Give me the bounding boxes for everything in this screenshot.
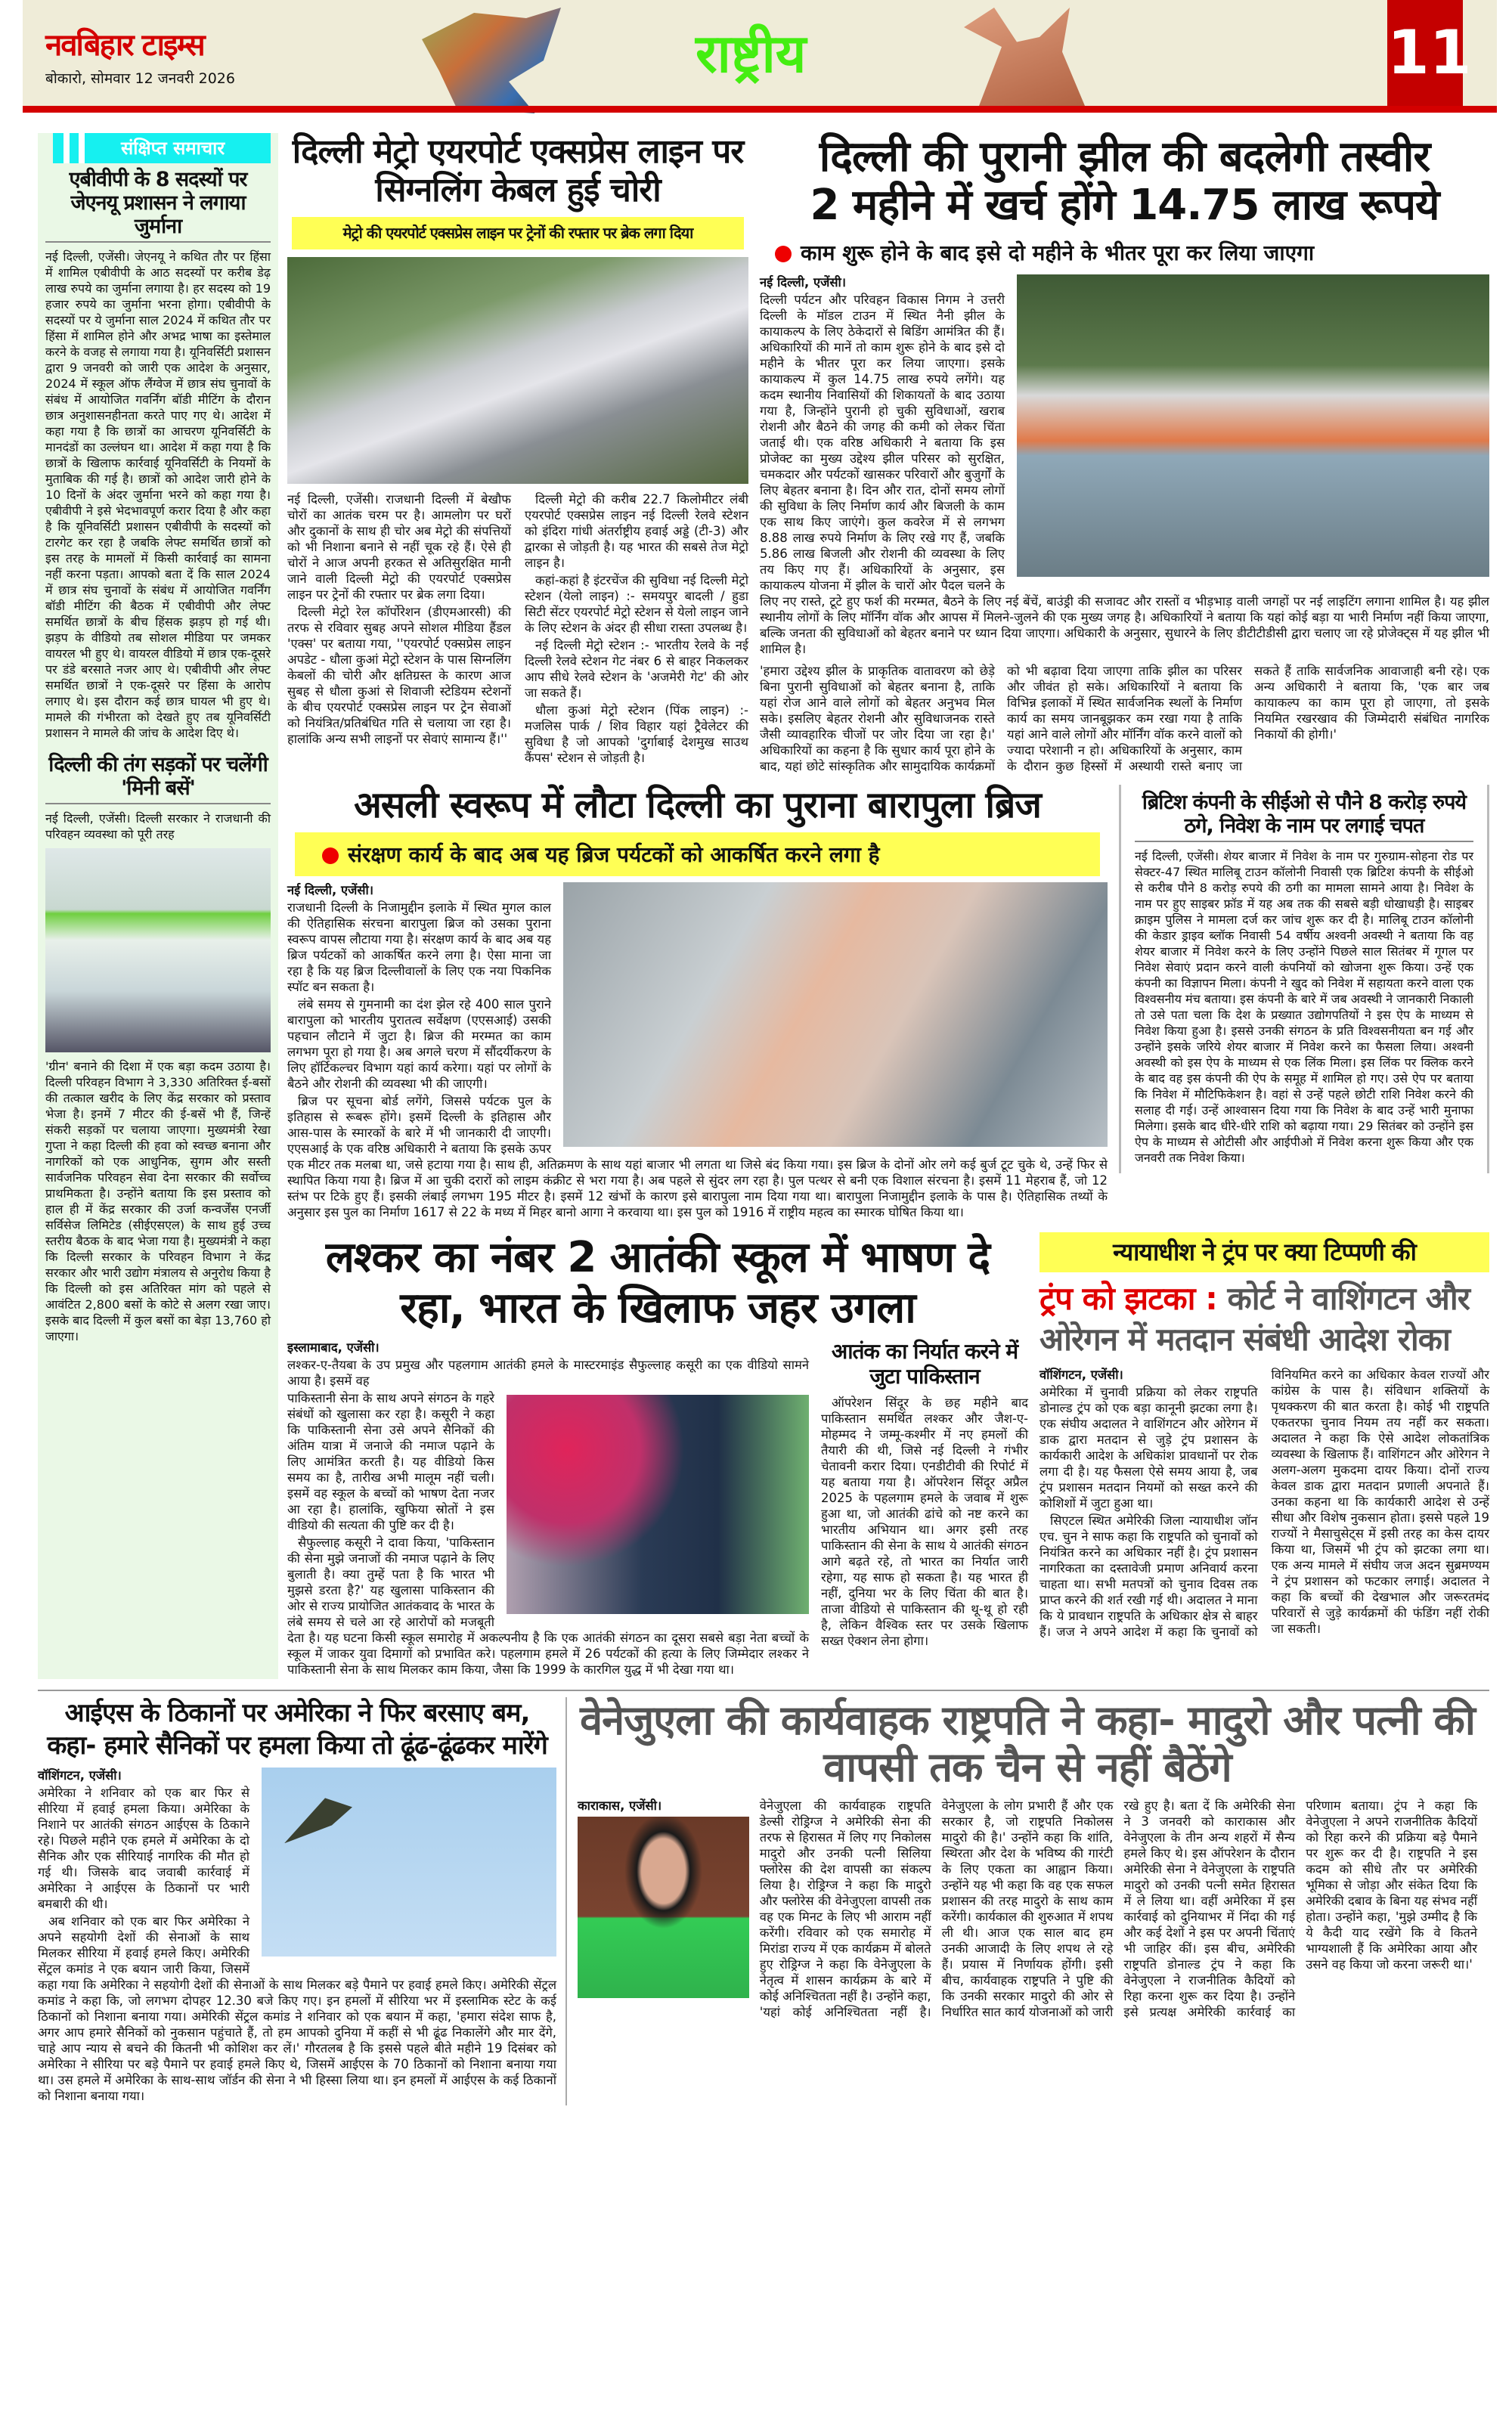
jnu-headline: एबीवीपी के 8 सदस्यों पर जेएनयू प्रशासन ने लगाया जुर्माना (45, 168, 271, 243)
metro-paragraph: धौला कुआं मेट्रो स्टेशन (पिंक लाइन) :- मजलिस पार्क / शिव विहार यहां ट्रैवेलेटर की सुविधा है जो आपको 'दुर्गाबाई देशमुख साउथ कैंपस' स्टेशन से जोड़ती है। (525, 703, 748, 766)
metro-body (287, 491, 748, 766)
header-divider (23, 106, 1497, 113)
saifullah-kasuri-photo (507, 1395, 809, 1614)
isis-paragraph: अमेरिका ने शनिवार को एक बार फिर से सीरिया में हवाई हमला किया। अमेरिका के निशाने पर आतंकी संगठन आईएस के ठिकाने रहे। पिछले महीने एक हमले में अमेरिका के दो सैनिक और एक सीरियाई नागरिक की मौत हो गई थी। जिसके बाद जवाबी कार्रवाई में अमेरिका ने आईएस के ठिकानों पर भारी बमबारी की थी। (38, 1786, 249, 1912)
bullet-icon (775, 246, 792, 262)
lashkar-paragraph: ऑपरेशन सिंदूर के छह महीने बाद पाकिस्तान समर्थित लश्कर और जैश-ए-मोहम्मद ने जम्मू-कश्मीर में नए हमलों की तैयारी की थी, जिसे नई दिल्ली ने गंभीर चेतावनी करार दिया। एनडीटीवी की रिपोर्ट में यह बताया गया है। ऑपरेशन सिंदूर अप्रैल 2025 के पहलगाम हमले के जवाब में शुरू हुआ था, जो आतंकी ढांचे को नष्ट करने का भारतीय अभियान था। अगर इसी तरह पाकिस्तान की सेना के साथ ये आतंकी संगठन आगे बढ़ते रहे, तो भारत का निर्यात जारी रहेगा, यह साफ हो सकता है। यह भारत ही नहीं, दुनिया भर के लिए चिंता की बात है। ताजा वीडियो से पाकिस्तान की थू-थू हो रही है, लेकिन वैश्विक स्तर पर उसके खिलाफ सख्त ऐक्शन लेना होगा। (821, 1395, 1028, 1648)
venezuela-dateline: काराकास, एजेंसी। (578, 1798, 662, 1813)
trump-story (1040, 1232, 1489, 1640)
lake-body-continued (760, 663, 1489, 774)
barapula-dateline: नई दिल्ली, एजेंसी। (287, 882, 374, 897)
buses-body (45, 1058, 271, 1344)
metro-train-photo (287, 257, 748, 484)
isis-dateline: वॉशिंगटन, एजेंसी। (38, 1768, 122, 1783)
main-area (0, 113, 1512, 1679)
bottom-stories-row (38, 1690, 1489, 2105)
ceo-body (1135, 848, 1473, 1166)
ceo-paragraph: नई दिल्ली, एजेंसी। शेयर बाजार में निवेश के नाम पर गुरुग्राम-सोहना रोड पर सेक्टर-47 स्थित मालिबू टाउन कॉलोनी निवासी एक ब्रिटिश कंपनी के सीईओ से करीब पौने 8 करोड़ रुपये की ठगी का मामला सामने आया है। निवेश के नाम पर हुए साइबर फ्रॉड में यह अब तक की सबसे बड़ी धोखाधड़ी है। साइबर क्राइम पुलिस ने मामला दर्ज कर जांच शुरू कर दी है। मालिबू टाउन कॉलोनी की केडार ड्राइव ब्लॉक निवासी 54 वर्षीय अश्वनी अवस्थी ने बताया कि वह शेयर बाजार में निवेश करने के लिए उन्होंने पिछले साल सितंबर में गूगल पर निवेश सेवाएं प्रदान करने वाली कंपनियों को खोजना शुरू किया। उन्हें एक कंपनी का विज्ञापन मिला। कंपनी ने खुद को निवेश में सहायता करने वाला एक विश्वसनीय मंच बताया। इस कंपनी के बारे में जब अवस्थी ने जानकारी निकाली तो उसे पता चला कि देश के प्रख्यात उद्योगपतियों ने इस ऐप के माध्यम से निवेश किया हुआ है। इससे उनकी संगठन के प्रति विश्वसनीयता बन गई और उन्होंने इसके जरिये शेयर बाजार में निवेश करने का फैसला लिया। अश्वनी अवस्थी को इस ऐप के माध्यम से एक लिंक मिला। इस लिंक पर क्लिक करने के बाद वह इस कंपनी की ऐप के समूह में शामिल हो गए। उसे ऐप पर बताया कि निवेश में मौटिफिकेशन है। वहां से उन्हें पहले छोटी राशि निवेश करने की सलाह दी गई। उन्हें आश्वासन दिया गया कि निवेश के बाद उन्हें भारी मुनाफा मिलेगा। इसके बाद धीरे-धीरे राशि को बढ़ाया गया। 29 सितंबर को उन्होंने इस ऐप के माध्यम से ओटीसी और आईपीओ में निवेश करना शुरू किया और एक जनवरी तक निवेश किया। (1135, 848, 1473, 1165)
venezuela-body (578, 1798, 1477, 2020)
trump-paragraph: सिएटल स्थित अमेरिकी जिला न्यायाधीश जॉन एच. चुन ने साफ कहा कि राष्ट्रपति को चुनावों को नियंत्रित करने का अधिकार नहीं है। ट्रंप प्रशासन नागरिकता का दस्तावेजी प्रमाण अनिवार्य करना चाहता था। सभी मतपत्रों को चुनाव दिवस तक प्राप्त करने की शर्त रखी गई थी। अदालत ने माना कि ये प्रावधान राष्ट्रपति के अधिकार क्षेत्र से बाहर हैं। जज ने अपने आदेश में कहा कि चुनावों को विनियमित करने का अधिकार केवल राज्यों और कांग्रेस के पास है। संविधान शक्तियों के पृथक्करण की बात करता है। कोई भी राष्ट्रपति एकतरफा चुनाव नियम तय नहीं कर सकता। अदालत ने कहा कि ऐसे आदेश लोकतांत्रिक व्यवस्था के खिलाफ हैं। वाशिंगटन और ओरेगन ने अलग-अलग मुकदमा दायर किया। दोनों राज्य केवल डाक द्वारा मतदान प्रणाली अपनाते हैं। उनका कहना था कि कार्यकारी आदेश से उन्हें सीधा और विशेष नुकसान होता। इससे पहले 19 राज्यों ने मैसाचुसेट्स में इसी तरह का केस दायर किया था, जिसमें भी ट्रंप को झटका लगा था। एक अन्य मामले में संघीय जज अदन सुब्रमण्यम ने ट्रंप प्रशासन को फटकार लगाई। अदालत ने कहा कि बच्चों की देखभाल और जरूरतमंद परिवारों से जुड़े कार्यक्रमों की फंडिंग नहीं रोकी जा सकती। (1040, 1367, 1489, 1639)
top-stories-row (287, 133, 1489, 774)
lake-paragraph: दिल्ली पर्यटन और परिवहन विकास निगम ने उत्तरी दिल्ली के मॉडल टाउन में स्थित नैनी झील के कायाकल्प के लिए ठेकेदारों से बिडिंग आमंत्रित की हैं। अधिकारियों की मानें तो काम शुरू होने के बाद इसे दो महीने के भीतर पूरा कर लिया जाएगा। इसके कायाकल्प में कुल 14.75 लाख रुपये लगेंगे। यह कदम स्थानीय निवासियों की शिकायतों के बाद उठाया गया है, जिन्होंने पुरानी हो चुकी सुविधाओं, खराब रोशनी और बैठने की जगह की कमी को लेकर चिंता जताई थी। एक वरिष्ठ अधिकारी ने बताया कि इस प्रोजेक्ट का मुख्य उद्देश्य झील परिसर को सुरक्षित, चमकदार और पर्यटकों खासकर परिवारों और बुजुर्गों के लिए बेहतर बनाना है। दिन और रात, दोनों समय लोगों की सुविधा के लिए निर्माण कार्य और बिजली के काम एक साथ किए जाएंगे। कुल कवरेज में से लगभग 8.88 लाख रुपये निर्माण के लिए रखे गए हैं, जबकि 5.86 लाख बिजली और रोशनी की व्यवस्था के लिए तय किए गए हैं। अधिकारियों के अनुसार, इस कायाकल्प योजना में झील के चारों ओर पैदल चलने के लिए नए रास्ते, टूटे हुए फर्श की मरम्मत, बैठने के लिए नई बेंचें, बाउंड्री की सजावट और रास्तों व भीड़भाड़ वाली जगहों पर नई लाइटिंग लगाना शामिल है। यह झील स्थानीय लोगों के लिए मॉर्निंग वॉक और आपस में मिलने-जुलने की एक मुख्य जगह है। अधिकारियों ने बताया कि यहां कोई बड़ा या भारी निर्माण नहीं किया जाएगा, बल्कि जनता की सुविधाओं को बेहतर बनाने पर ध्यान दिया जाएगा। अधिकारी के अनुसार, सुधारने के लिए डीटीटीडीसी द्वारा चलाए जा रहे प्रोजेक्ट्स में यह झील भी शामिल है। (760, 292, 1489, 656)
lashkar-paragraph: सैफुल्लाह कसूरी ने दावा किया, 'पाकिस्तान की सेना मुझे जनाजों की नमाज पढ़ाने के लिए बुलाती है। क्या तुम्हें पता है कि भारत भी मुझसे डरता है?' यह खुलासा पाकिस्तान की ओर से राज्य प्रायोजित आतंकवाद के भारत के लंबे समय से चले आ रहे आरोपों को मजबूती देता है। यह घटना किसी स्कूल समारोह में अकल्पनीय है कि एक आतंकी संगठन का दूसरा सबसे बड़ा नेता बच्चों के स्कूल में जाकर युवा दिमागों को प्रभावित करे। पहलगाम हमले में 26 पर्यटकों की हत्या के लिए जिम्मेदार लश्कर ने पाकिस्तानी सेना के साथ मिलकर काम किया, जैसा कि 1999 के कारगिल युद्ध में भी देखा गया था। (287, 1535, 809, 1678)
venezuela-headline: वेनेजुएला की कार्यवाहक राष्ट्रपति ने कहा- मादुरो और पत्नी की वापसी तक चैन से नहीं बैठेंगे (580, 1696, 1475, 1792)
lake-quote-paragraph: 'हमारा उद्देश्य झील के प्राकृतिक वातावरण को छेड़े बिना पुरानी सुविधाओं को बेहतर बनाना है, ताकि यहां रोज आने वाले लोगों को बेहतर अनुभव मिल सके। इसलिए बेहतर रोशनी और सुविधाजनक रास्ते जैसी व्यावहारिक चीजों पर जोर दिया जा रहा है।' अधिकारियों का कहना है कि सुधार कार्य पूरा होने के बाद, यहां छोटे सांस्कृतिक और सामुदायिक कार्यक्रमों को भी बढ़ावा दिया जाएगा ताकि झील का परिसर और जीवंत हो सके। अधिकारियों ने बताया कि विभिन्न इलाकों में स्थित सार्वजनिक स्थलों के निर्माण कार्य का समय जानबूझकर कम रखा गया है ताकि यहां आने वाले लोगों और मॉर्निंग वॉक करने वालों को ज्यादा परेशानी न हो। अधिकारियों के अनुसार, काम के दौरान कुछ हिस्सों में अस्थायी रास्ते बनाए जा सकते हैं ताकि सार्वजनिक आवाजाही बनी रहे। एक अन्य अधिकारी ने बताया कि, 'एक बार जब कायाकल्प का काम पूरा हो जाएगा, तो इसके नियमित रखरखाव की जिम्मेदारी संबंधित नागरिक निकायों की होगी।' (760, 663, 1489, 773)
lashkar-body (287, 1340, 809, 1679)
bullet-icon (322, 847, 339, 864)
lashkar-body-2 (821, 1395, 1028, 1649)
barapula-headline: असली स्वरूप में लौटा दिल्ली का पुराना बारापुला ब्रिज (354, 783, 1041, 826)
barapula-body (287, 882, 1108, 1222)
ceo-box (1119, 785, 1489, 1173)
middle-stories-row (287, 785, 1489, 1222)
metro-subhead: मेट्रो की एयरपोर्ट एक्सप्रेस लाइन पर ट्रेनों की रफ्तार पर ब्रेक लगा दिया (292, 217, 744, 249)
buses-lead: नई दिल्ली, एजेंसी। दिल्ली सरकार ने राजधानी की परिवहन व्यवस्था को पूरी तरह (45, 811, 271, 842)
isis-story (38, 1697, 567, 2105)
main-stories (287, 133, 1489, 1679)
briefs-label-text: संक्षिप्त समाचार (121, 138, 225, 159)
lashkar-headline: लश्कर का नंबर 2 आतंकी स्कूल में भाषण दे रहा, भारत के खिलाफ जहर उगला (325, 1232, 990, 1334)
section-title: राष्ट्रीय (696, 23, 807, 85)
lake-headline-line-2: 2 महीने में खर्च होंगे 14.75 लाख रूपये (810, 181, 1439, 231)
lake-headline-line-1: दिल्ली की पुरानी झील की बदलेगी तस्वीर (819, 132, 1430, 181)
barapula-subhead-text: संरक्षण कार्य के बाद अब यह ब्रिज पर्यटकों को आकर्षित करने लगा है (348, 841, 880, 867)
lower-stories-row (287, 1232, 1489, 1679)
venezuela-story (578, 1697, 1477, 2105)
trump-headline-text: कोर्ट ने वाशिंगटन और ओरेगन में मतदान संबंधी आदेश रोका (1040, 1279, 1470, 1359)
jnu-body (45, 249, 271, 741)
isis-body (38, 1768, 556, 2105)
metro-paragraph: दिल्ली मेट्रो की करीब 22.7 किलोमीटर लंबी एयरपोर्ट एक्सप्रेस लाइन नई दिल्ली रेलवे स्टेशन को इंदिरा गांधी अंतर्राष्ट्रीय हवाई अड्डे (टी-3) और द्वारका से जोड़ती है। यह भारत की सबसे तेज मेट्रो लाइन है। (525, 492, 748, 571)
lake-subhead (775, 238, 1489, 267)
barapula-subhead (295, 832, 1100, 876)
isis-headline: आईएस के ठिकानों पर अमेरिका ने फिर बरसाए बम, कहा- हमारे सैनिकों पर हमला किया तो ढूंढ-ढूंढकर मारेंगे (47, 1698, 547, 1761)
lake-story (760, 133, 1489, 774)
trump-kicker: न्यायाधीश ने ट्रंप पर क्या टिप्पणी की (1040, 1232, 1489, 1272)
lashkar-lead: लश्कर-ए-तैयबा के उप प्रमुख और पहलगाम आतंकी हमले के मास्टरमाइंड सैफुल्लाह कसूरी का एक वीडियो सामने आया है। इसमें वह (287, 1358, 809, 1389)
trump-headline-red: ट्रंप को झटका : (1040, 1279, 1217, 1317)
masthead-area (0, 0, 1512, 113)
barapula-paragraph: राजधानी दिल्ली के निजामुद्दीन इलाके में स्थित मुगल काल की ऐतिहासिक संरचना बारापुला ब्रिज को उसका पुराना स्वरूप वापस लौटाया गया है। संरक्षण कार्य के बाद अब यह ब्रिज पर्यटकों को आकर्षित करने लगा है। ऐसा माना जा रहा है कि यह ब्रिज दिल्लीवालों के लिए एक नया पिकनिक स्पॉट बन सकता है। (287, 900, 551, 994)
ceo-headline: ब्रिटिश कंपनी के सीईओ से पौने 8 करोड़ रुपये ठगे, निवेश के नाम पर लगाई चपत (1135, 791, 1473, 842)
metro-paragraph: नई दिल्ली मेट्रो स्टेशन :- भारतीय रेलवे के नई दिल्ली रेलवे स्टेशन गेट नंबर 6 से बाहर निकलकर आप सीधे रेलवे स्टेशन के 'अजमेरी गेट' की ओर जा सकते हैं। (525, 638, 748, 701)
briefs-label (53, 133, 271, 163)
lashkar-sidebar (821, 1340, 1028, 1650)
buses-headline: दिल्ली की तंग सड़कों पर चलेंगी 'मिनी बसें' (45, 753, 271, 804)
jnu-paragraph: नई दिल्ली, एजेंसी। जेएनयू ने कथित तौर पर हिंसा में शामिल एबीवीपी के आठ सदस्यों पर करीब डेढ़ लाख रुपये का जुर्माना लगाया है। हर सदस्य को 19 हजार रुपये का जुर्माना भरना होगा। एबीवीपी के सदस्यों पर ये जुर्माना साल 2024 में कथित तौर पर हिंसा में शामिल होने और अभद्र भाषा का इस्तेमाल करने के वजह से लगाया गया है। यूनिवर्सिटी प्रशासन द्वारा 9 जनवरी को जारी एक आदेश के अनुसार, 2024 में स्कूल ऑफ लैंग्वेज में छात्र संघ चुनावों के संबंध में आयोजित गवर्निंग बॉडी मीटिंग के दौरान छात्र अनुशासनहीनता करते पाए गए थे। आदेश में कहा गया है कि छात्रों का आचरण यूनिवर्सिटी के मानदंडों का उल्लंघन था। आदेश में कहा गया है कि छात्रों के खिलाफ कार्रवाई यूनिवर्सिटी के नियमों के मुताबिक की गई है। छात्रों को आदेश जारी होने के 10 दिनों के अंदर जुर्माना भरने को कहा गया है। एबीवीपी ने इसे भेदभावपूर्ण करार दिया है और कहा है कि यूनिवर्सिटी प्रशासन एबीवीपी के सदस्यों को टारगेट कर रहा है जबकि लेफ्ट समर्थित छात्रों को इस तरह के मामलों में किसी कार्रवाई का सामना नहीं करना पड़ता। आपको बता दें कि साल 2024 में छात्र संघ चुनावों के संबंध में आयोजित गवर्निंग बॉडी मीटिंग की बैठक में एबीवीपी और लेफ्ट समर्थित छात्रों के बीच हिंसक झड़प हो गई थी। झड़प के वीडियो तब सोशल मीडिया पर जमकर वायरल भी हुए थे। वायरल वीडियो में छात्र एक-दूसरे पर डंडे बरसाते नजर आए थे। एबीवीपी और लेफ्ट समर्थित छात्रों ने एक-दूसरे पर हिंसा के आरोप लगाए थे। इस दौरान कई छात्र घायल भी हुए थे। मामले की गंभीरता को देखते हुए तब यूनिवर्सिटी प्रशासन ने मामले की जांच के आदेश दिए थे। (45, 249, 271, 741)
lake-subhead-text: काम शुरू होने के बाद इसे दो महीने के भीतर पूरा कर लिया जाएगा (801, 240, 1315, 265)
venezuela-paragraph: वेनेजुएला की कार्यवाहक राष्ट्रपति डेल्सी रोड्रिग्ज ने अमेरिकी सेना की तरफ से हिरासत में लिए गए निकोलस मादुरो और उनकी पत्नी सिलिया फ्लोरेस की देश वापसी का संकल्प लिया है। रोड्रिग्ज ने कहा कि मादुरो और फ्लोरेस की वेनेजुएला वापसी तक वह एक मिनट के लिए भी आराम नहीं करेंगी। रविवार को एक समारोह में मिरांडा राज्य में एक कार्यक्रम में बोलते हुए रोड्रिग्ज ने कहा कि वेनेजुएला के नेतृत्व में शासन कार्यक्रम के बारे में कोई अनिश्चितता नहीं है। उन्होंने कहा, 'यहां कोई अनिश्चितता नहीं है। वेनेजुएला के लोग प्रभारी हैं और एक सरकार है, जो राष्ट्रपति निकोलस मादुरो की है।' उन्होंने कहा कि शांति, स्थिरता और देश के भविष्य की गारंटी के लिए एकता का आह्वान किया। उन्होंने यह भी कहा कि वह एक सफल प्रशासन की तरह मादुरो के साथ काम करेंगी। कार्यकाल की शुरुआत में शपथ ली थी। आज एक साल बाद हम उनकी आजादी के लिए शपथ ले रहे हैं। प्रयास में निर्णायक होंगी। इसी बीच, कार्यवाहक राष्ट्रपति ने पुष्टि की कि उनकी सरकार मादुरो की ओर से निर्धारित सात कार्य योजनाओं को जारी रखे हुए है। बता दें कि अमेरिकी सेना ने 3 जनवरी को काराकास और वेनेजुएला के तीन अन्य शहरों में सैन्य हमले किए थे। इस ऑपरेशन के दौरान अमेरिकी सेना ने वेनेजुएला के राष्ट्रपति मादुरो को उनकी पत्नी समेत हिरासत में ले लिया था। वहीं अमेरिका में इस कार्रवाई को दुनियाभर में निंदा की गई और कई देशों ने इस पर अपनी चिंताएं भी जाहिर कीं। इस बीच, अमेरिकी राष्ट्रपति डोनाल्ड ट्रंप ने कहा कि वेनेजुएला ने राजनीतिक कैदियों को रिहा करना शुरू कर दिया है। उन्होंने इसे प्रत्यक्ष अमेरिकी कार्रवाई का परिणाम बताया। ट्रंप ने कहा कि वेनेजुएला ने अपने राजनीतिक कैदियों को रिहा करने की प्रक्रिया बड़े पैमाने पर शुरू कर दी है। राष्ट्रपति ने इस कदम को सीधे तौर पर अमेरिकी भूमिका से जोड़ा और संकेत दिया कि अमेरिकी दबाव के बिना यह संभव नहीं होता। उन्होंने कहा, 'मुझे उम्मीद है कि ये कैदी याद रखेंगे कि वे कितने भाग्यशाली हैं कि अमेरिका आया और उसने वह किया जो करना जरूरी था।' (759, 1798, 1477, 2019)
lake-body (760, 274, 1489, 658)
electric-bus-photo (45, 848, 271, 1052)
barapula-paragraph: लंबे समय से गुमनामी का दंश झेल रहे 400 साल पुराने बारापुला को भारतीय पुरातत्व सर्वेक्षण (एएसआई) उसकी पहचान लौटाने में जुटा है। ब्रिज की मरम्मत का काम लगभग पूरा हो गया है। अब अगले चरण में सौंदर्यीकरण के लिए हॉर्टिकल्चर विभाग यहां कार्य करेगा। यहां पर लोगों के बैठने और रोशनी की व्यवस्था भी की जाएगी। (287, 996, 551, 1091)
trump-body (1040, 1367, 1489, 1640)
fighter-jet-shape (284, 1798, 352, 1843)
barapula-story (287, 785, 1108, 1222)
metro-paragraph: दिल्ली मेट्रो रेल कॉर्पोरेशन (डीएमआरसी) की तरफ से रविवार सुबह अपने सोशल मीडिया हैंडल 'एक्स' पर बताया गया, ''एयरपोर्ट एक्सप्रेस लाइन अपडेट - धौला कुआं मेट्रो स्टेशन के पास सिग्नलिंग केबलों की चोरी और क्षतिग्रस्त के कारण आज सुबह से धौला कुआं से शिवाजी स्टेडियम स्टेशनों के बीच एयरपोर्ट एक्सप्रेस लाइन पर ट्रेन सेवाओं को नियंत्रित/प्रतिबंधित गति से चलाया जा रहा है। हालांकि अन्य सभी लाइनों पर सेवाएं सामान्य हैं।'' (287, 605, 511, 747)
lashkar-story (287, 1232, 1028, 1679)
barapula-paragraph: ब्रिज पर सूचना बोर्ड लगेंगे, जिससे पर्यटक पुल के इतिहास से रूबरू होंगे। इसमें दिल्ली के इतिहास और आस-पास के स्मारकों के बारे में भी जानकारी दी जाएगी। एएसआई के एक वरिष्ठ अधिकारी ने बताया कि इसके ऊपर एक मीटर तक मलबा था, जसे हटाया गया है। साथ ही, अतिक्रमण के साथ यहां बाजार भी लगता था जिसे बंद किया गया। इस ब्रिज के दोनों ओर लगे कई बुर्ज टूट चुके थे, उन्हें फिर से स्थापित किया गया है। ब्रिज में आ चुकी दरारों को लाइम कंक्रीट से भरा गया है। अब पहले से सुंदर लग रहा है। पुल पत्थर से बनी एक विशाल संरचना है। इसमें 11 मेहराब हैं, जो 12 स्तंभ पर टिके हुए हैं। इसकी लंबाई लगभग 195 मीटर है। इसमें 12 खंभों के कारण इसे बारापुला नाम दिया गया था। बारापुला निजामुद्दीन इलाके के पास है। ऐतिहासिक तथ्यों के अनुसार इस पुल का निर्माण 1617 से 22 के मध्य में मिहर बानो आगा ने करवाया था। इस पुल को 1916 में राष्ट्रीय महत्व का स्मारक घोषित किया था। (287, 1093, 1108, 1219)
trump-headline (1040, 1278, 1489, 1361)
dateline: बोकारो, सोमवार 12 जनवरी 2026 (45, 70, 235, 87)
lashkar-dateline: इस्लामाबाद, एजेंसी। (287, 1340, 380, 1355)
page-number: 11 (1387, 0, 1463, 106)
metro-headline: दिल्ली मेट्रो एयरपोर्ट एक्सप्रेस लाइन पर सिग्नलिंग केबल हुई चोरी (292, 132, 744, 209)
lashkar-paragraph: पाकिस्तानी सेना के साथ अपने संगठन के गहरे संबंधों को खुलासा कर रहा है। कसूरी ने कहा कि पाकिस्तानी सेना उसे अपने सैनिकों की अंतिम यात्रा में जनाजे की नमाज पढ़ाने के लिए आमंत्रित करती है। यह वीडियो किस समय का है, तारीख अभी मालूम नहीं चली। इसमें वह स्कूल के बच्चों को भाषण देता नजर आ रहा है। हालांकि, खुफिया स्रोतों ने इस वीडियो की सत्यता की पुष्टि कर दी है। (287, 1391, 494, 1533)
newspaper-name: नवबिहार टाइम्स (45, 28, 204, 63)
delcy-rodriguez-photo (578, 1817, 749, 1998)
trump-paragraph: अमेरिका में चुनावी प्रक्रिया को लेकर राष्ट्रपति डोनाल्ड ट्रंप को एक बड़ा कानूनी झटका लगा है। एक संघीय अदालत ने वाशिंगटन और ओरेगन में डाक द्वारा मतदान से जुड़े ट्रंप प्रशासन के कार्यकारी आदेश के अधिकांश प्रावधानों पर रोक लगा दी है। यह फैसला ऐसे समय आया है, जब ट्रंप प्रशासन मतदान नियमों को सख्त करने की कोशिशों में जुटा हुआ था। (1040, 1384, 1258, 1510)
briefs-column (38, 133, 278, 1679)
isis-paragraph: अब शनिवार को एक बार फिर अमेरिका ने अपने सहयोगी देशों की सेनाओं के साथ मिलकर सीरिया में हवाई हमले किए। अमेरिकी सेंट्रल कमांड ने एक बयान जारी किया, जिसमें कहा गया कि अमेरिका ने सहयोगी देशों की सेनाओं के साथ मिलकर बड़े पैमाने पर हवाई हमले किए। अमेरिकी सेंट्रल कमांड ने कहा कि, जो लगभग दोपहर 12.30 बजे किए गए। इन हमलों में सीरिया भर में इस्लामिक स्टेट के कई ठिकानों को निशाना बनाया गया। अमेरिकी सेंट्रल कमांड ने शनिवार को एक बयान में कहा, 'हमारा संदेश साफ है, अगर आप हमारे सैनिकों को नुकसान पहुंचाते हैं, तो हम आपको दुनिया में कहीं से भी ढूंढ निकालेंगे और मार देंगे, चाहे आप न्याय से बचने की कितनी भी कोशिश कर लें।' गौरतलब है कि इससे पहले बीते महीने 19 दिसंबर को अमेरिका ने सीरिया पर बड़े पैमाने पर हवाई हमले किए थे, जिसमें आईएस के 70 ठिकानों को निशाना बनाया गया था। उस हमले में अमेरिका के साथ-साथ जॉर्डन की सेना ने भी हिस्सा लिया था। इन हमलों में आईएस के कई ठिकानों को निशाना बनाया गया। (38, 1914, 556, 2104)
metro-paragraph: कहां-कहां है इंटरचेंज की सुविधा नई दिल्ली मेट्रो स्टेशन (येलो लाइन) :- समयपुर बादली / हुडा सिटी सेंटर एयरपोर्ट मेट्रो स्टेशन से येलो लाइन जाने के लिए स्टेशन के अंदर ही सीधा रास्ता उपलब्ध है। (525, 573, 748, 636)
lake-dateline: नई दिल्ली, एजेंसी। (760, 274, 847, 290)
lashkar-subhead: आतंक का निर्यात करने में जुटा पाकिस्तान (831, 1339, 1018, 1389)
trump-dateline: वॉशिंगटन, एजेंसी। (1040, 1367, 1123, 1382)
metro-paragraph: नई दिल्ली, एजेंसी। राजधानी दिल्ली में बेखौफ चोरों का आतंक चरम पर है। आमलोग पर घरों और दुकानों के साथ ही चोर अब मेट्रो की संपत्तियों को भी निशाना बनाने से नहीं चूक रहे हैं। ऐसे ही चोरों ने आज अपनी हरकत से अतिसुरक्षित मानी जाने वाली दिल्ली मेट्रो की एयरपोर्ट एक्सप्रेस लाइन पर ट्रेनों की रफ्तार पर ब्रेक लगा दिया। (287, 492, 511, 603)
metro-story (287, 133, 748, 766)
buses-paragraph: 'ग्रीन' बनाने की दिशा में एक बड़ा कदम उठाया है। दिल्ली परिवहन विभाग ने 3,330 अतिरिक्त ई-बसों की तत्काल खरीद के लिए केंद्र सरकार को प्रस्ताव भेजा है। इनमें 7 मीटर की ई-बसें भी हैं, जिन्हें संकरी सड़कों पर चलाया जाएगा। मुख्यमंत्री रेखा गुप्ता ने कहा दिल्ली की हवा को स्वच्छ बनाना और नागरिकों को एक आधुनिक, सुगम और सस्ती सार्वजनिक परिवहन सेवा देना सरकार की सर्वोच्च प्राथमिकता है। उन्होंने बताया कि इस प्रस्ताव को हाल ही में केंद्र सरकार की उर्जा कन्वर्जेंस एनर्जी सर्विसेज लिमिटेड (सीईएसएल) के साथ हुई उच्च स्तरीय बैठक के बाद भेजा गया है। मुख्यमंत्री ने कहा कि दिल्ली सरकार के परिवहन विभाग ने केंद्र सरकार और भारी उद्योग मंत्रालय से अनुरोध किया है कि दिल्ली को इस अतिरिक्त मांग को पहले से आवंटित 2,800 बसों के कोटे से अलग रखा जाए। इसके बाद दिल्ली में कुल बसों का बेड़ा 13,760 हो जाएगा। (45, 1059, 271, 1344)
fighter-jet-photo (262, 1768, 556, 1957)
lashkar-columns (287, 1340, 1028, 1679)
lake-boats-photo (1017, 274, 1489, 577)
barapula-bridge-photo (563, 882, 1108, 1147)
